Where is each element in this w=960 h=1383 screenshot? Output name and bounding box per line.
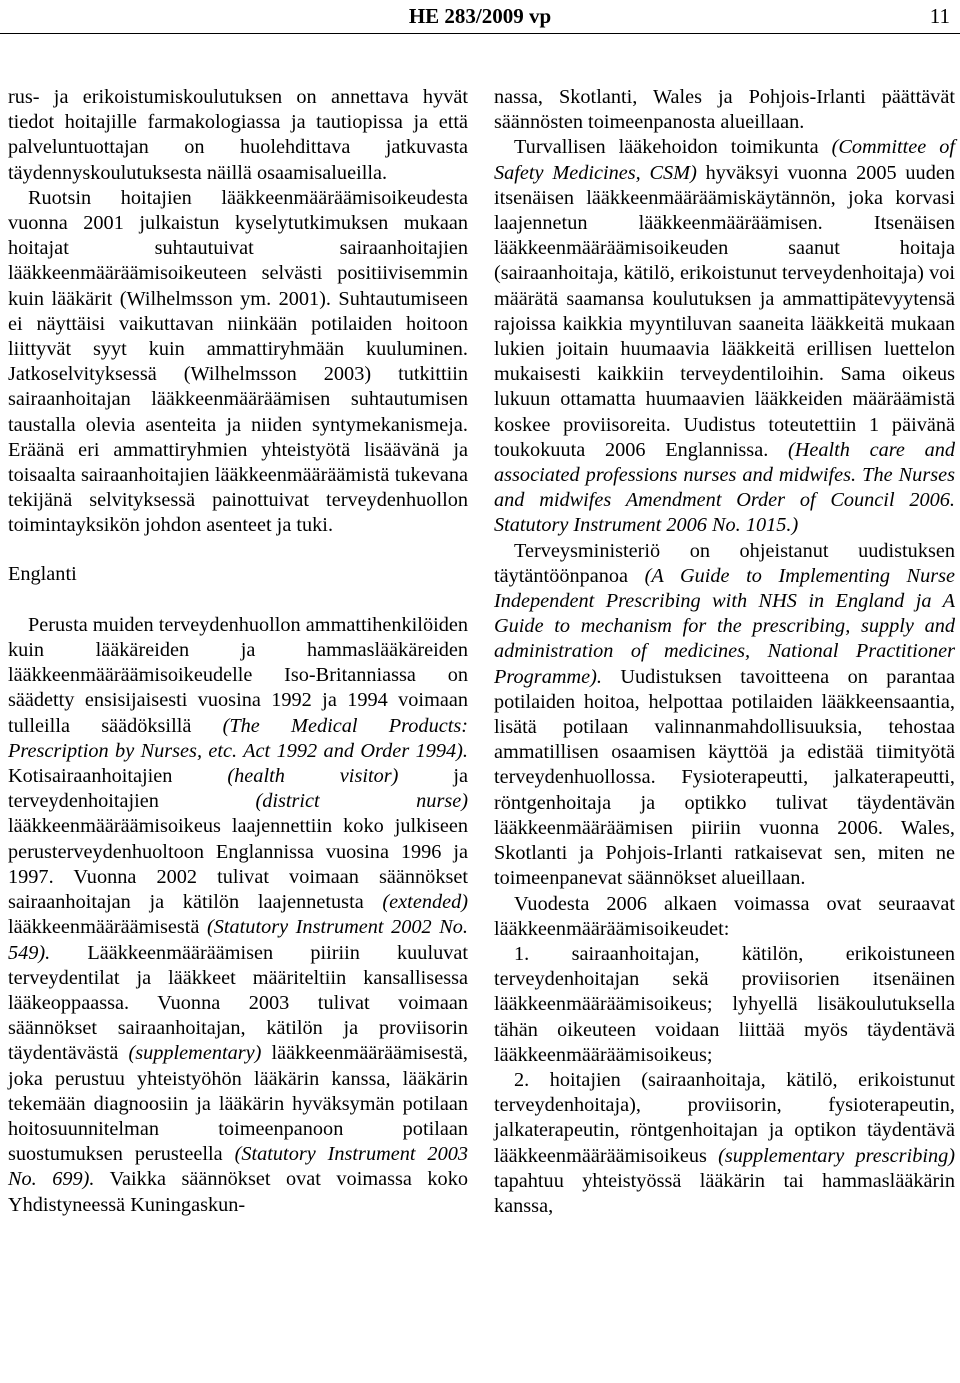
paragraph (494, 892, 955, 942)
italic-term: (extended) (382, 891, 468, 914)
list-item (494, 942, 955, 1068)
italic-term: (health visitor) (227, 765, 399, 788)
text-run: ja terveydenhoitajien (8, 765, 468, 813)
text-run: lääkkeenmääräämisoikeus laajennettiin koko julkiseen perusterveydenhuoltoon Englannissa vuosina 1996 ja 1997. Vuonna 2002 tulivat voimaan säännökset sairaanhoitajan ja kätilön laajennetusta (8, 815, 468, 914)
document-reference: HE 283/2009 vp (408, 4, 552, 28)
italic-citation: (Statutory Instrument 2003 No. 699). (8, 1143, 468, 1191)
text-run: Vuodesta 2006 alkaen voimassa ovat seuraavat lääkkeenmääräämisoikeudet: (494, 892, 955, 940)
header-rule (0, 33, 960, 34)
italic-term: (supplementary) (128, 1042, 262, 1065)
paragraph-continued (8, 85, 468, 186)
page-header (0, 0, 960, 33)
list-item (494, 1068, 955, 1219)
list-item-text: 1. sairaanhoitajan, kätilön, erikoistuneen terveydenhoitajan sekä proviisorien itsenäinen lääkkeenmääräämisoikeus; lyhyellä lisäkoulutuksella tähän oikeuteen voidaan liittää myös täydentävä lääkkeenmääräämisoikeus; (494, 942, 955, 1066)
text-run: hyväksyi vuonna 2005 uuden itsenäisen lääkkeenmääräämiskäytännön, joka korvasi laajennetun lääkkeenmääräämisen. Itsenäisen lääkkeenmääräämisoikeuden saanut hoitaja (sairaanhoitaja, kätilö, erikoistunut terveydenhoitaja) voi määrätä saamansa koulutuksen ja ammattipätevyytensä rajoissa kaikkia myyntiluvan saaneita lääkkeitä mukaan lukien joitain huumaavia lääkkeitä erillisen luettelon mukaisesti kaikkiin terveydentiloihin. Sama oikeus lukuun ottamatta huumaavien lääkkeiden määräämistä koskee proviisoreita. Uudistus toteutettiin 1 päivänä toukokuuta 2006 Englannissa. (494, 161, 955, 461)
text-run: rus- ja erikoistumiskoulutuksen on annettava hyvät tiedot hoitajille farmakologiassa ja tautiopissa ja että palveluntuottajan on huolehdittava jatkuvasta täydennyskoulutuksesta näillä osaamisalueilla. (8, 86, 468, 184)
italic-citation: (The Medical Products: Prescription by Nurses, etc. Act 1992 and Order 1994). (8, 714, 468, 762)
text-run: Vaikka säännökset ovat voimassa koko Yhdistyneessä Kuningaskun- (8, 1168, 468, 1216)
text-run: Terveysministeriö on ohjeistanut uudistuksen täytäntöönpanoa (494, 539, 955, 587)
text-run: lääkkeenmääräämisestä, joka perustuu yhteistyöhön lääkärin kanssa, lääkärin tekemään diagnoosiin ja lääkärin hyväksymän potilaan hoitosuunnitelman toimeenpanoon potilaan suostumuksen perusteella (8, 1042, 468, 1166)
paragraph (8, 613, 468, 1218)
list-item-text: tapahtuu yhteistyössä lääkärin tai hammaslääkärin kanssa, (494, 1169, 955, 1217)
text-run: Lääkkeenmääräämisen piiriin kuuluvat terveydentilat ja lääkkeet määriteltiin kansallisessa lääkeoppaassa. Vuonna 2003 tulivat voimaan säännökset sairaanhoitajan, kätilön ja proviisorin täydentävästä (8, 941, 468, 1065)
paragraph (494, 539, 955, 892)
text-run: nassa, Skotlanti, Wales ja Pohjois-Irlanti päättävät säännösten toimeenpanosta alueillaan. (494, 86, 955, 134)
section-heading: Englanti (8, 562, 77, 585)
text-run: Ruotsin hoitajien lääkkeenmääräämisoikeudesta vuonna 2001 julkaistun kyselytutkimuksen mukaan hoitajat suhtautuivat sairaanhoitajien lääkkeenmääräämisoikeuteen selvästi positiivisemmin kuin lääkärit (Wilhelmsson ym. 2001). Suhtautumiseen ei näyttäisi vaikuttavan niinkään potilaiden hoitoon liittyvät syyt kuin ammattiryhmään kuuluminen. (8, 186, 468, 361)
page-number: 11 (929, 4, 950, 28)
text-run: lääkkeenmääräämisestä (8, 916, 207, 939)
paragraph (494, 135, 955, 538)
left-column (8, 85, 468, 1218)
list-item-text: 2. hoitajien (sairaanhoitaja, kätilö, erikoistunut terveydenhoitaja), proviisorin, fysioterapeutin, jalkaterapeutin, röntgenhoitajan ja optikon täydentävä lääkkeenmääräämisoikeus (494, 1068, 955, 1167)
italic-citation: (Statutory Instrument 2002 No. 549). (8, 916, 468, 964)
text-run: Perusta muiden terveydenhuollon ammattihenkilöiden kuin lääkäreiden ja hammaslääkäreiden lääkkeenmääräämisoikeudelle Iso-Britanniassa on säädetty ensisijaisesti vuosina 1992 ja 1994 voimaan tulleilla säädöksillä (8, 613, 468, 737)
italic-citation: (A Guide to Implementing Nurse Independent Prescribing with NHS in England ja A Guide to mechanism for the prescribing, supply and administration of medicines, National Practitioner Programme). (494, 564, 956, 688)
text-run: Turvallisen lääkehoidon toimikunta (514, 136, 832, 159)
text-run: Jatkoselvityksessä (Wilhelmsson 2003) tutkittiin sairaanhoitajan lääkkeenmääräämisen suhtautumisen taustalla olevia asenteita ja niiden syntymekanismeja. Eräänä eri ammattiryhmien yhteistyötä lisäävänä ja toisaalta sairaanhoitajien lääkkeenmääräämistä tukevana tekijänä selvityksessä painottuivat terveydenhuollon toimintayksikön johdon asenteet ja tuki. (8, 363, 468, 537)
italic-term: (district nurse) (255, 790, 468, 813)
italic-term: (Committee of Safety Medicines, CSM) (494, 136, 955, 184)
italic-citation: (Health care and associated professions nurses and midwifes. The Nurses and midwifes Amendment Order of Council 2006. Statutory Instrument 2006 No. 1015.) (494, 438, 955, 537)
text-run: Uudistuksen tavoitteena on parantaa potilaiden hoitoa, helpottaa potilaiden lääkkeensaantia, lisätä potilaan valinnanmahdollisuuksia, tehostaa ammatillisen osaamisen käyttöä ja edistää tiimityötä terveydenhuollossa. Fysioterapeutti, jalkaterapeutti, röntgenhoitaja ja optikko tulivat täydentävän lääkkeenmääräämisen piiriin vuonna 2006. Wales, Skotlanti ja Pohjois-Irlanti ratkaisevat sen, miten ne toimeenpanevat säännökset alueillaan. (494, 665, 955, 890)
paragraph-continued (494, 85, 955, 135)
text-run: Kotisairaanhoitajien (8, 765, 228, 788)
italic-term: (supplementary prescribing) (718, 1144, 955, 1167)
paragraph (8, 186, 468, 539)
right-column (494, 85, 955, 1219)
